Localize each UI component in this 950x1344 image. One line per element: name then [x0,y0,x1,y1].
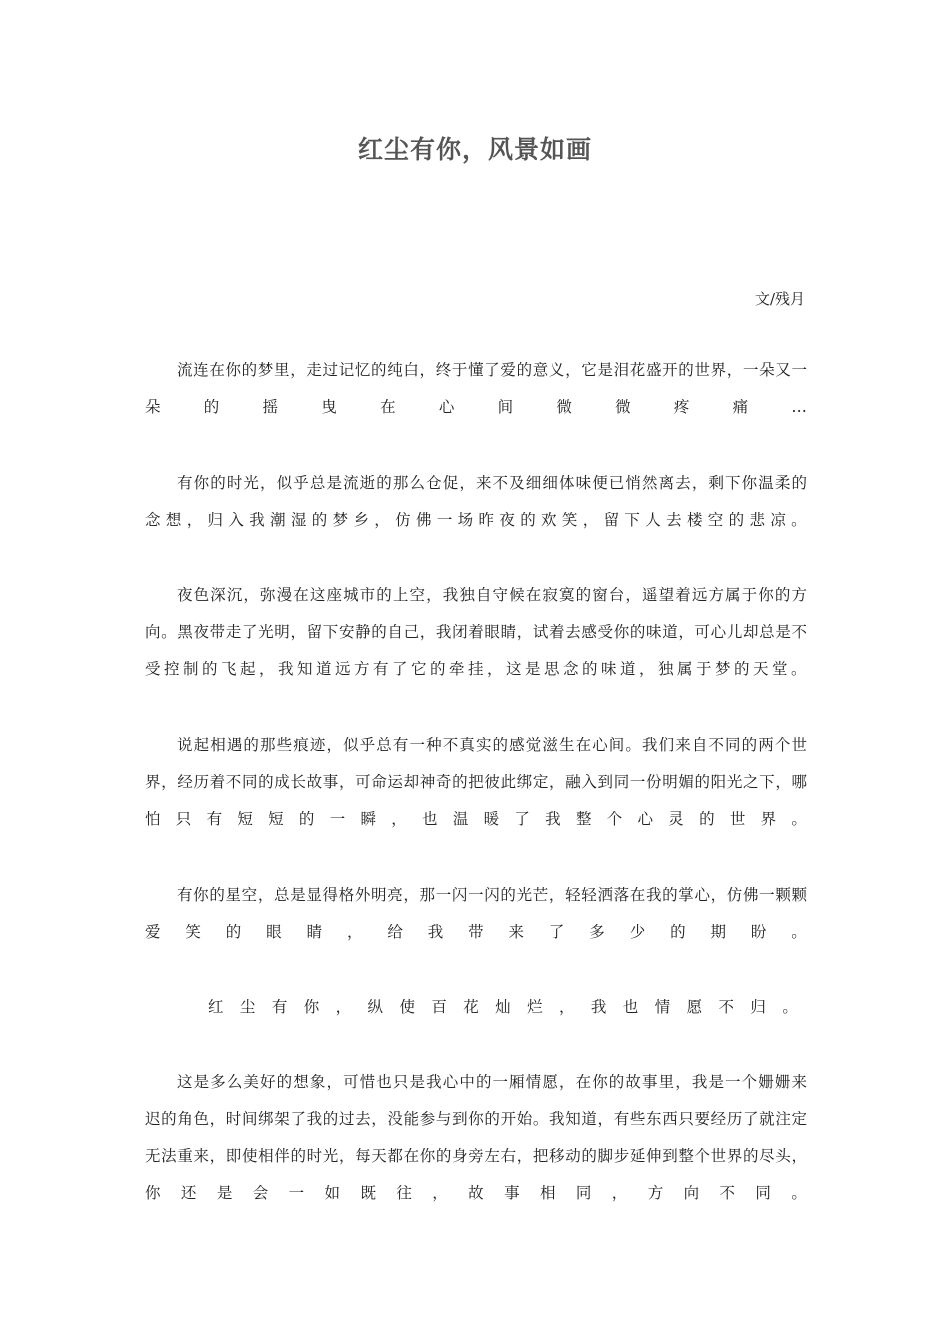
spread-char: 有 [206,810,223,828]
spread-char: 在 [380,398,396,416]
spread-char: 制 [183,660,199,678]
spread-char: 的 [728,511,745,529]
spread-char: 飞 [221,660,237,678]
paragraph-line [145,651,807,688]
spread-char: 欢 [541,511,557,529]
spread-char: 归 [207,511,224,529]
spread-char: 也 [422,810,438,828]
spread-char: 摇 [262,398,279,416]
spread-char: 灵 [668,810,684,828]
spread-char: 道 [620,660,636,678]
spread-char: 一 [329,810,346,828]
spread-char: 我 [278,660,294,678]
spread-char: 我 [249,511,265,529]
spread-char: 的 [225,923,242,941]
spread-char: 人 [645,511,661,529]
spread-char: 不 [718,998,735,1016]
spread-char: 事 [504,1184,520,1202]
spread-char: 朵 [145,398,161,416]
spread-char: 给 [387,923,403,941]
spread-char: 独 [658,660,674,678]
spread-char: 它 [411,660,427,678]
paragraph-line [145,1175,807,1212]
spread-char: 短 [268,810,284,828]
spread-char: 梦 [715,660,731,678]
spread-char: 曳 [321,398,337,416]
spread-char: 的 [582,660,598,678]
spread-char: 不 [719,1184,736,1202]
spread-char: 有 [373,660,389,678]
spread-char: 往 [396,1184,412,1202]
spread-char: 乡 [353,511,369,529]
spread-char: 也 [622,998,639,1016]
spread-char: 属 [677,660,693,678]
spread-char: 控 [164,660,180,678]
spread-char: 盼 [750,923,767,941]
spread-char: ， [432,1184,448,1202]
spread-char: 一 [436,511,453,529]
spread-char: 的 [202,660,218,678]
spread-char: 的 [203,398,220,416]
spread-char: 世 [729,810,746,828]
spread-char: 暖 [483,810,500,828]
spread-char: 向 [683,1184,700,1202]
spread-char: 。 [791,923,807,941]
spread-char: 。 [782,998,798,1016]
spread-char: 界 [760,810,777,828]
spread-char: 想 [165,511,182,529]
paragraph-line [145,389,807,426]
paragraph-line [145,914,807,951]
spread-char: 爱 [145,923,161,941]
spread-char: ， [335,998,352,1016]
spread-char: 这 [506,660,522,678]
paragraph-line: 无法重来，即使相伴的时光，每天都在你的身旁左右，把移动的脚步延伸到整个世界的尽头， [145,1147,807,1165]
spread-char: ， [582,511,599,529]
spread-char: 怕 [145,810,161,828]
spread-char: 红 [208,998,224,1016]
spread-char: 温 [452,810,469,828]
spread-char: 你 [303,998,320,1016]
spread-char: 仿 [395,511,411,529]
spread-char: 去 [666,511,682,529]
paragraph-line [208,989,798,1026]
spread-char: 只 [175,810,192,828]
spread-char: 。 [791,810,807,828]
spread-char: 微 [556,398,572,416]
spread-char: 相 [539,1184,556,1202]
spread-char: ， [639,660,655,678]
spread-char: 留 [603,511,620,529]
spread-char: 微 [615,398,631,416]
spread-char: 带 [468,923,484,941]
spread-char: 故 [468,1184,484,1202]
spread-char: 一 [288,1184,305,1202]
spread-char: … [791,398,807,416]
spread-char: 于 [696,660,712,678]
spread-char: 凉 [770,511,786,529]
spread-char: 疼 [673,398,690,416]
spread-char: 的 [734,660,750,678]
spread-char: 夜 [499,511,515,529]
spread-char: 期 [710,923,726,941]
spread-char: 的 [520,511,536,529]
paragraph-2 [145,465,807,539]
spread-char: 佛 [415,511,432,529]
paragraph-line: 流连在你的梦里，走过记忆的纯白，终于懂了爱的意义，它是泪花盛开的世界，一朵又一 [177,361,807,379]
spread-char: 远 [335,660,351,678]
spread-char: 味 [601,660,617,678]
spread-char: 。 [791,660,807,678]
spread-char: ， [374,511,390,529]
spread-char: 的 [699,810,715,828]
paragraph-line: 有你的时光，似乎总是流逝的那么仓促，来不及细细体味便已悄然离去，剩下你温柔的 [177,474,807,492]
spread-char: 天 [753,660,769,678]
spread-char: 入 [228,511,244,529]
spread-char: 楼 [686,511,703,529]
paragraph-4 [145,727,807,838]
paragraph-1 [145,352,807,426]
paragraph-line: 说起相遇的那些痕迹，似乎总有一种不真实的感觉滋生在心间。我们来自不同的两个世 [177,736,807,754]
spread-char: 使 [399,998,415,1016]
spread-char: 如 [324,1184,341,1202]
spread-char: 笑 [561,511,578,529]
spread-char: ， [487,660,503,678]
spread-char: 的 [298,810,315,828]
paragraph-line [145,502,807,539]
spread-char: 眼 [266,923,282,941]
spread-char: 起 [240,660,256,678]
spread-char: 间 [497,398,514,416]
spread-char: 笑 [185,923,201,941]
spread-char: 有 [271,998,288,1016]
spread-char: ， [346,923,363,941]
spread-char: 我 [427,923,444,941]
spread-char: 是 [525,660,541,678]
spread-char: 心 [438,398,455,416]
spread-char: 情 [654,998,671,1016]
spread-char: 同 [575,1184,592,1202]
spread-char: 昨 [478,511,495,529]
spread-char: 来 [508,923,525,941]
spread-char: 我 [590,998,607,1016]
spread-char: 知 [297,660,313,678]
spread-char: 。 [791,1184,807,1202]
paragraph-line: 界，经历着不同的成长故事，可命运却神奇的把彼此绑定，融入到同一份明媚的阳光之下，哪 [145,773,807,791]
spread-char: 既 [360,1184,376,1202]
spread-char: 愿 [686,998,703,1016]
spread-char: 空 [707,511,724,529]
spread-char: 整 [575,810,592,828]
spread-char: 思 [544,660,560,678]
spread-char: 堂 [772,660,788,678]
spread-char: 还 [180,1184,197,1202]
paragraph-6 [208,989,798,1026]
spread-char: 纵 [367,998,384,1016]
spread-char: 你 [145,1184,161,1202]
spread-char: 同 [755,1184,771,1202]
spread-char: 了 [548,923,565,941]
spread-char: 多 [589,923,605,941]
spread-char: 痛 [732,398,749,416]
spread-char: 百 [431,998,447,1016]
spread-char: 悲 [749,511,765,529]
spread-char: ， [391,810,407,828]
spread-char: 受 [145,660,161,678]
spread-char: 方 [354,660,370,678]
article-title: 红尘有你，风景如画 [357,135,592,164]
spread-char: 牵 [449,660,465,678]
spread-char: ， [558,998,575,1016]
spread-char: ， [611,1184,628,1202]
spread-char: 我 [545,810,561,828]
spread-char: 心 [637,810,654,828]
spread-char: 了 [392,660,408,678]
spread-char: 挂 [468,660,484,678]
spread-char: ， [186,511,203,529]
spread-char: 短 [237,810,253,828]
author-byline: 文/残月 [754,290,805,308]
spread-char: 是 [216,1184,233,1202]
spread-char: 的 [430,660,446,678]
spread-char: 花 [463,998,479,1016]
spread-char: 瞬 [360,810,376,828]
spread-char: 少 [629,923,646,941]
paragraph-line: 向。黑夜带走了光明，留下安静的自己，我闭着眼睛，试着去感受你的味道，可心儿却总是不 [145,623,807,641]
spread-char: 梦 [332,511,349,529]
spread-char: 念 [145,511,161,529]
spread-char: 下 [624,511,640,529]
paragraph-line [145,801,807,838]
spread-char: 。 [791,511,807,529]
paragraph-line: 夜色深沉，弥漫在这座城市的上空，我独自守候在寂寞的窗台，遥望着远方属于你的方 [177,586,807,604]
spread-char: 了 [514,810,530,828]
spread-char: 归 [750,998,766,1016]
spread-char: 个 [606,810,623,828]
spread-char: 的 [670,923,686,941]
spread-char: 烂 [527,998,543,1016]
spread-char: 的 [311,511,328,529]
spread-char: 湿 [290,511,307,529]
spread-char: ， [259,660,275,678]
spread-char: 方 [647,1184,664,1202]
spread-char: 道 [316,660,332,678]
spread-char: 念 [563,660,579,678]
spread-char: 灿 [495,998,511,1016]
spread-char: 场 [457,511,474,529]
paragraph-line: 这是多么美好的想象，可惜也只是我心中的一厢情愿，在你的故事里，我是一个姗姗来 [177,1073,807,1091]
spread-char: 睛 [306,923,323,941]
paragraph-3 [145,577,807,688]
spread-char: 潮 [270,511,286,529]
paragraph-line: 迟的角色，时间绑架了我的过去，没能参与到你的开始。我知道，有些东西只要经历了就注定 [145,1110,807,1128]
spread-char: 会 [252,1184,269,1202]
paragraph-5 [145,877,807,951]
paragraph-line: 有你的星空，总是显得格外明亮，那一闪一闪的光芒，轻轻洒落在我的掌心，仿佛一颗颗 [177,886,807,904]
spread-char: 尘 [239,998,256,1016]
paragraph-7 [145,1064,807,1212]
